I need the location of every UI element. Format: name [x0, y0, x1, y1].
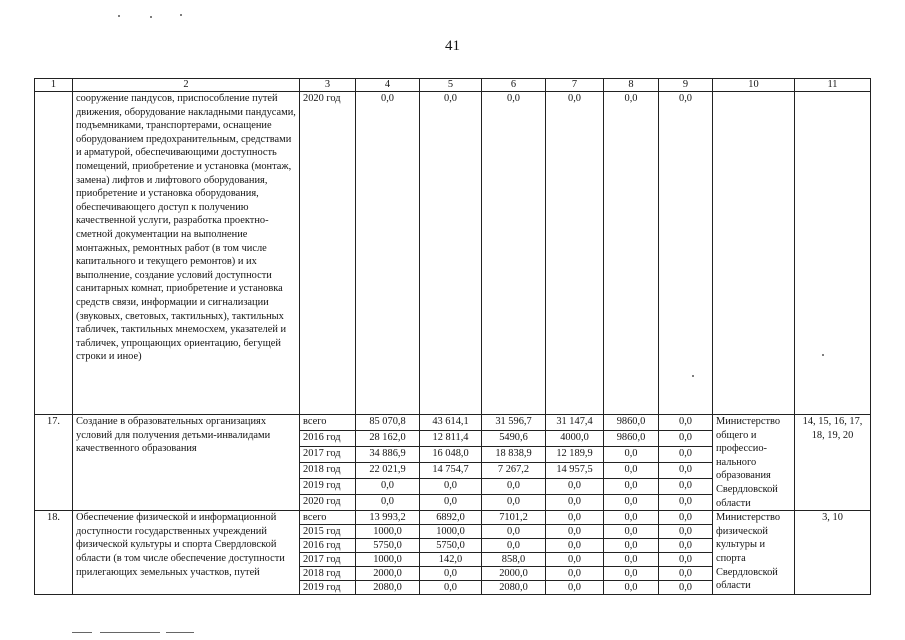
value-cell: 2000,0: [482, 567, 546, 581]
page-number: 41: [445, 38, 460, 54]
value-cell: 0,0: [546, 495, 604, 511]
value-cell: 7 267,2: [482, 463, 546, 479]
value-cell: 43 614,1: [420, 415, 482, 431]
value-cell: 0,0: [659, 581, 713, 595]
value-cell: 0,0: [356, 495, 420, 511]
value-cell: 18 838,9: [482, 447, 546, 463]
value-cell: 0,0: [420, 567, 482, 581]
value-cell: 0,0: [604, 511, 659, 525]
program-table: [34, 78, 871, 595]
value-cell: 9860,0: [604, 415, 659, 431]
value-cell: 0,0: [604, 525, 659, 539]
row-number-cell: [35, 92, 73, 415]
executor-cell: [713, 92, 795, 415]
measure-name-cell: Создание в образовательных организациях условий для получения детьми-инвалидами качественного образования: [73, 415, 300, 511]
value-cell: 0,0: [546, 511, 604, 525]
value-cell: 0,0: [482, 525, 546, 539]
value-cell: 0,0: [482, 495, 546, 511]
header-cell: 5: [420, 79, 482, 92]
measure-name-cell: Обеспечение физической и информационной доступности государственных учреждений физической культуры и спорта Свердловской области (в том числе обеспечение доступности прилегающих земельных участков, путей: [73, 511, 300, 595]
year-cell: 2015 год: [300, 525, 356, 539]
value-cell: 0,0: [356, 92, 420, 415]
scan-smudge: [100, 632, 160, 633]
value-cell: 0,0: [420, 581, 482, 595]
value-cell: 0,0: [659, 447, 713, 463]
value-cell: 1000,0: [420, 525, 482, 539]
scan-smudge: [72, 632, 92, 633]
header-cell: 2: [73, 79, 300, 92]
value-cell: 13 993,2: [356, 511, 420, 525]
value-cell: 7101,2: [482, 511, 546, 525]
table-row: [35, 511, 871, 525]
value-cell: 0,0: [482, 479, 546, 495]
target-cell: 14, 15, 16, 17, 18, 19, 20: [795, 415, 871, 511]
value-cell: 28 162,0: [356, 431, 420, 447]
value-cell: 142,0: [420, 553, 482, 567]
value-cell: 0,0: [482, 539, 546, 553]
value-cell: 0,0: [659, 567, 713, 581]
value-cell: 0,0: [659, 495, 713, 511]
scan-speck: [150, 16, 152, 18]
value-cell: 0,0: [420, 92, 482, 415]
header-cell: 1: [35, 79, 73, 92]
row-number-cell: 17.: [35, 415, 73, 511]
scan-speck: [180, 14, 182, 16]
value-cell: 5750,0: [356, 539, 420, 553]
table-row: [35, 92, 871, 415]
value-cell: 85 070,8: [356, 415, 420, 431]
header-cell: 6: [482, 79, 546, 92]
value-cell: 0,0: [659, 511, 713, 525]
value-cell: 12 811,4: [420, 431, 482, 447]
value-cell: 0,0: [604, 553, 659, 567]
value-cell: 16 048,0: [420, 447, 482, 463]
year-cell: всего: [300, 415, 356, 431]
value-cell: 5490,6: [482, 431, 546, 447]
value-cell: 2000,0: [356, 567, 420, 581]
table-row: [35, 415, 871, 431]
year-cell: 2016 год: [300, 431, 356, 447]
value-cell: 14 754,7: [420, 463, 482, 479]
value-cell: 0,0: [546, 525, 604, 539]
value-cell: 0,0: [546, 92, 604, 415]
value-cell: 0,0: [546, 581, 604, 595]
value-cell: 34 886,9: [356, 447, 420, 463]
value-cell: 0,0: [546, 479, 604, 495]
year-cell: 2019 год: [300, 479, 356, 495]
header-cell: 9: [659, 79, 713, 92]
scan-speck: [692, 375, 694, 377]
scan-smudge: [166, 632, 194, 633]
year-cell: 2020 год: [300, 92, 356, 415]
value-cell: 0,0: [604, 479, 659, 495]
scan-speck: [822, 354, 824, 356]
header-cell: 7: [546, 79, 604, 92]
value-cell: 2080,0: [482, 581, 546, 595]
header-cell: 11: [795, 79, 871, 92]
year-cell: всего: [300, 511, 356, 525]
target-cell: [795, 92, 871, 415]
value-cell: 0,0: [659, 92, 713, 415]
header-cell: 3: [300, 79, 356, 92]
value-cell: 0,0: [659, 553, 713, 567]
header-cell: 4: [356, 79, 420, 92]
header-cell: 10: [713, 79, 795, 92]
value-cell: 6892,0: [420, 511, 482, 525]
year-cell: 2020 год: [300, 495, 356, 511]
value-cell: 858,0: [482, 553, 546, 567]
target-cell: 3, 10: [795, 511, 871, 595]
executor-cell: Министерство общего и профессио-нального образования Свердловской области: [713, 415, 795, 511]
value-cell: 14 957,5: [546, 463, 604, 479]
year-cell: 2018 год: [300, 463, 356, 479]
value-cell: 0,0: [659, 539, 713, 553]
year-cell: 2018 год: [300, 567, 356, 581]
scan-speck: [118, 15, 120, 17]
year-cell: 2017 год: [300, 447, 356, 463]
value-cell: 0,0: [546, 539, 604, 553]
value-cell: 2080,0: [356, 581, 420, 595]
value-cell: 31 147,4: [546, 415, 604, 431]
value-cell: 0,0: [546, 553, 604, 567]
value-cell: 0,0: [420, 495, 482, 511]
value-cell: 22 021,9: [356, 463, 420, 479]
value-cell: 0,0: [604, 539, 659, 553]
value-cell: 0,0: [659, 415, 713, 431]
value-cell: 0,0: [659, 463, 713, 479]
value-cell: 9860,0: [604, 431, 659, 447]
value-cell: 12 189,9: [546, 447, 604, 463]
value-cell: 5750,0: [420, 539, 482, 553]
value-cell: 0,0: [604, 567, 659, 581]
header-row: [35, 79, 871, 92]
value-cell: 0,0: [356, 479, 420, 495]
value-cell: 0,0: [420, 479, 482, 495]
value-cell: 1000,0: [356, 525, 420, 539]
header-cell: 8: [604, 79, 659, 92]
value-cell: 0,0: [659, 431, 713, 447]
value-cell: 0,0: [659, 525, 713, 539]
row-number-cell: 18.: [35, 511, 73, 595]
value-cell: 0,0: [604, 92, 659, 415]
year-cell: 2017 год: [300, 553, 356, 567]
value-cell: 0,0: [604, 495, 659, 511]
executor-cell: Министерство физической культуры и спорта Свердловской области: [713, 511, 795, 595]
value-cell: 4000,0: [546, 431, 604, 447]
year-cell: 2016 год: [300, 539, 356, 553]
value-cell: 0,0: [546, 567, 604, 581]
measure-name-cell: сооружение пандусов, приспособление путей движения, оборудование накладными пандусами, подъемниками, транспортерами, оснащение оборудованием предохранительным, средствами и арматурой, обеспечивающими доступность помещений, приобретение и установка (монтаж, замена) лифтов и лифтового оборудования, приобретение и установка оборудования, обеспечивающего доступ к получению качественной услуги, разработка проектно-сметной документации на выполнение монтажных, ремонтных работ (в том числе капитального и текущего ремонтов) и их выполнение, создание условий доступности санитарных комнат, приобретение и установка средств связи, информации и сигнализации (звуковых, световых, тактильных), тактильных табличек, тактильных мнемосхем, указателей и табличек, упрощающих ориентацию, бегущей строки и иное): [73, 92, 300, 415]
value-cell: 31 596,7: [482, 415, 546, 431]
value-cell: 0,0: [659, 479, 713, 495]
value-cell: 0,0: [604, 447, 659, 463]
value-cell: 1000,0: [356, 553, 420, 567]
value-cell: 0,0: [604, 581, 659, 595]
value-cell: 0,0: [604, 463, 659, 479]
year-cell: 2019 год: [300, 581, 356, 595]
value-cell: 0,0: [482, 92, 546, 415]
